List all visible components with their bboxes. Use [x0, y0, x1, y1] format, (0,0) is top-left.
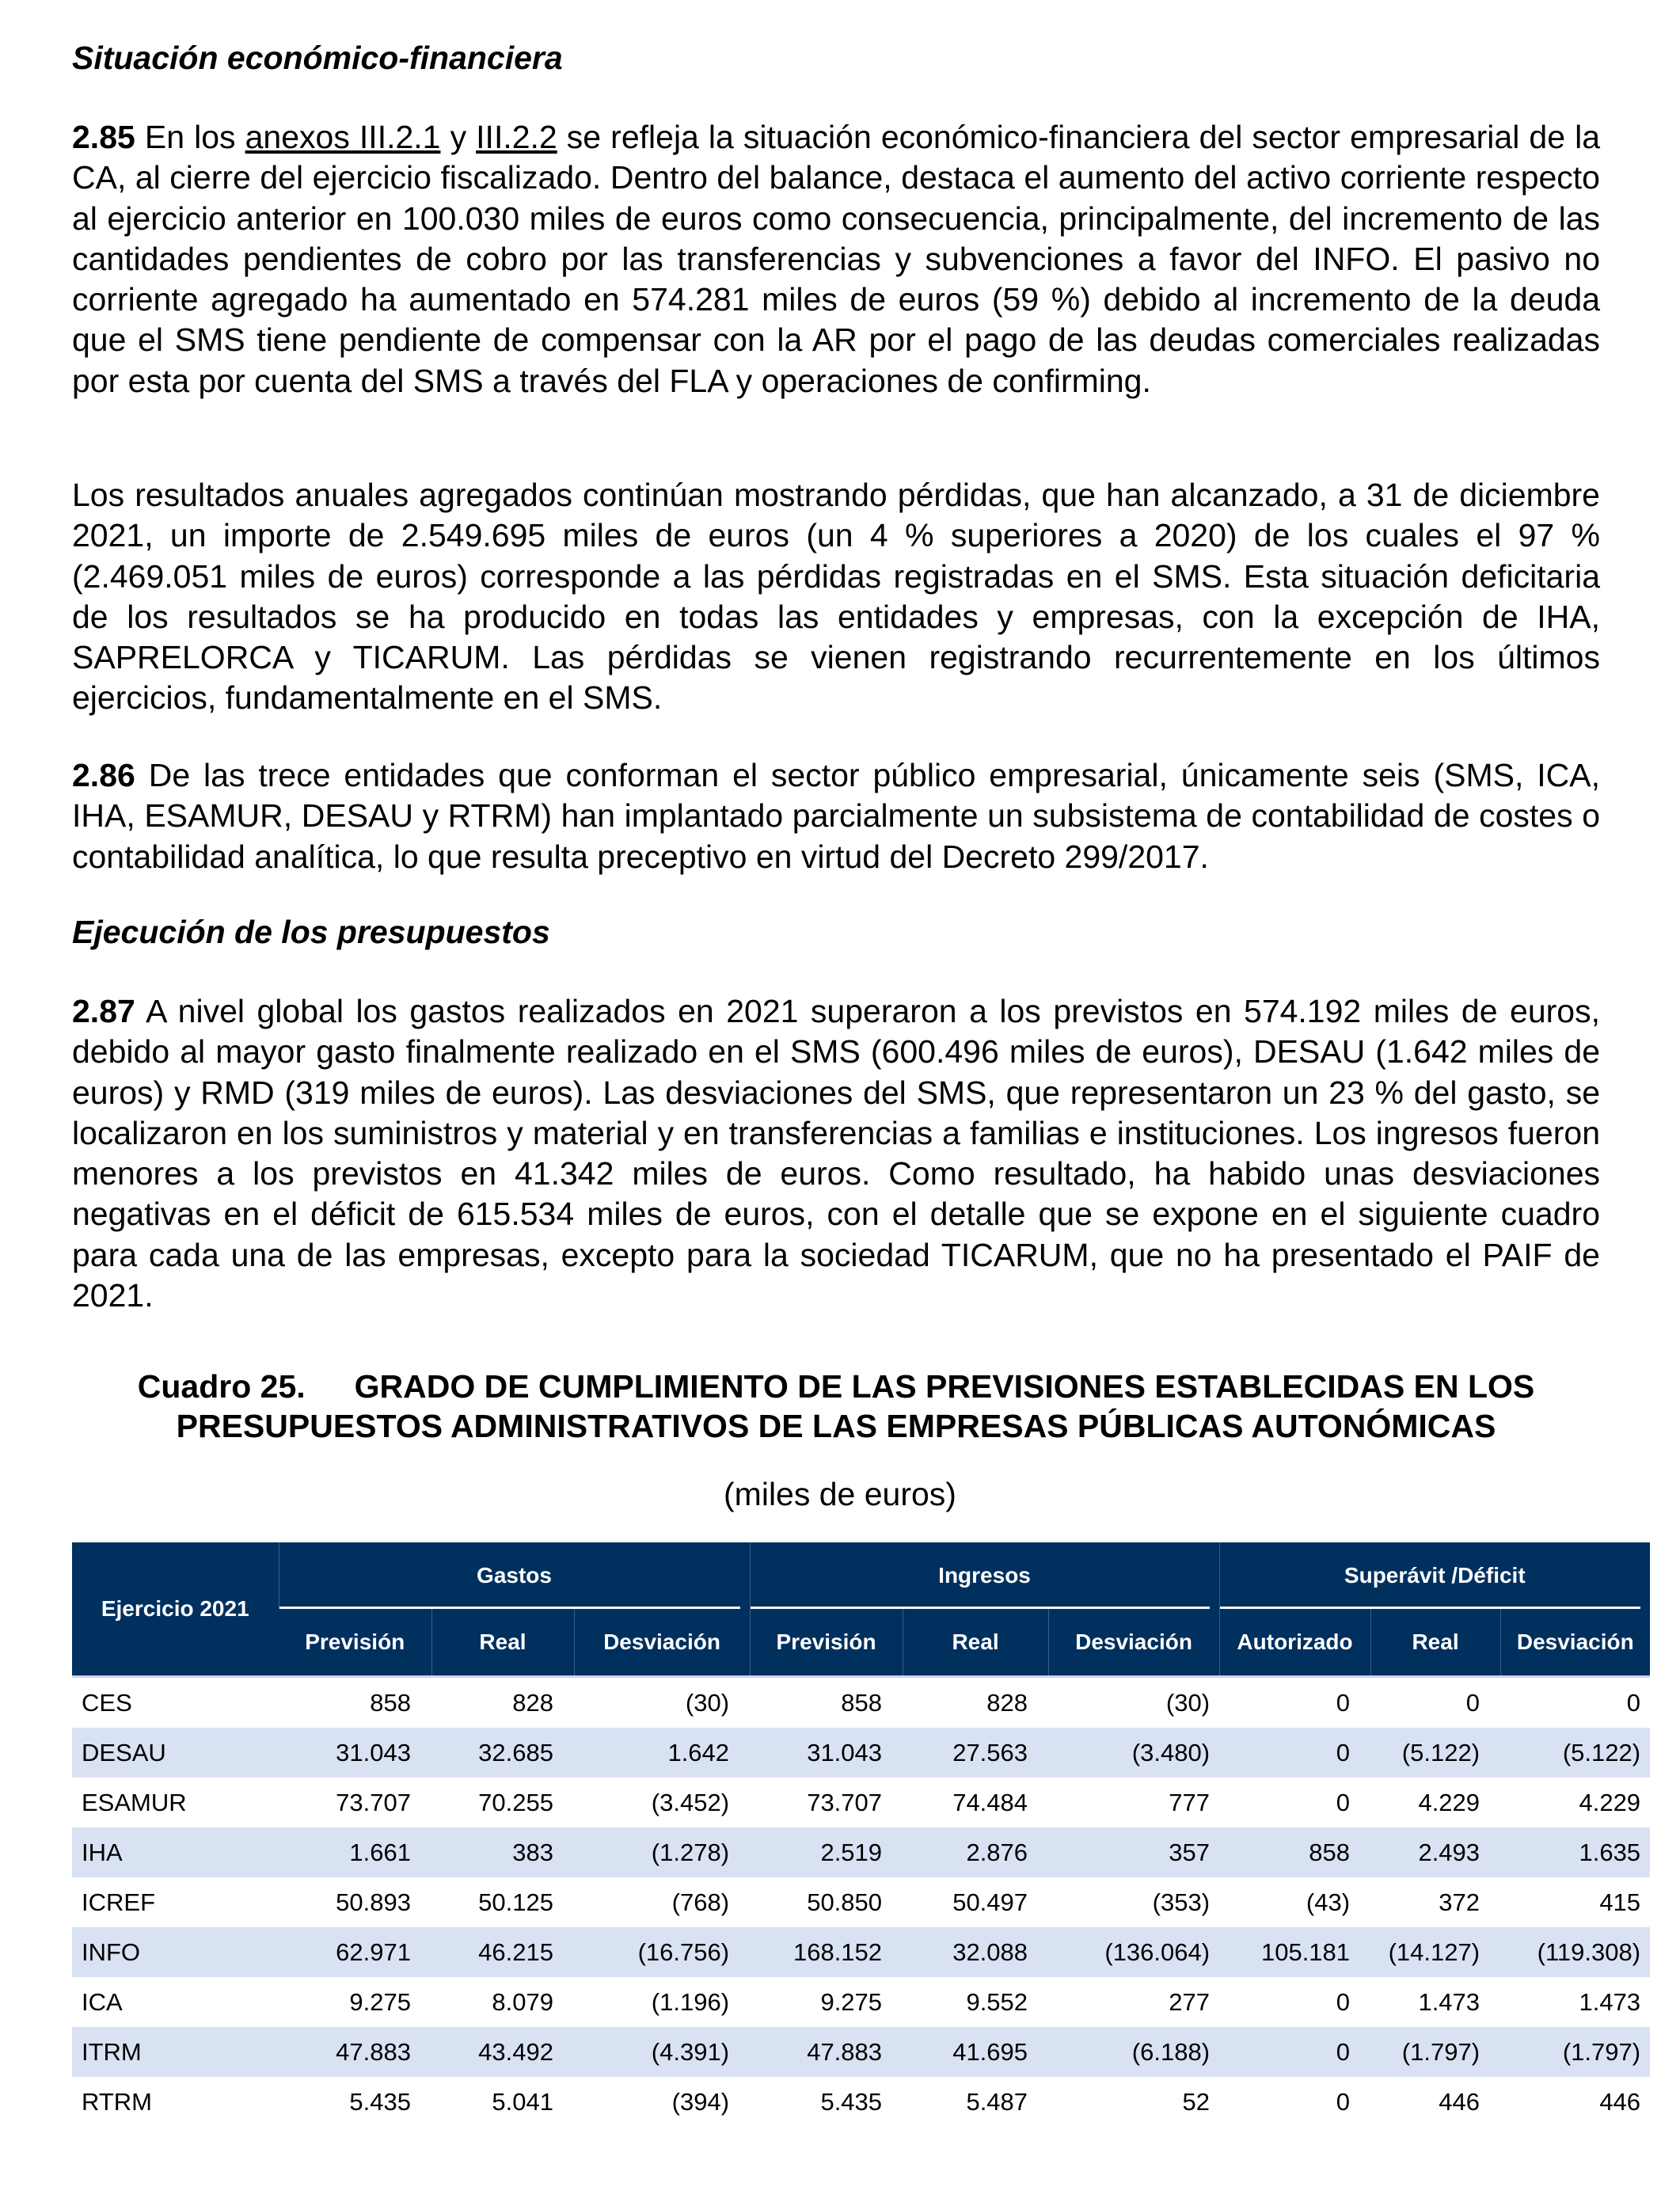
cell-ingresos-desviacion: 277: [1169, 1987, 1211, 2016]
table-row: [72, 1778, 1650, 1827]
entity-name: ICREF: [82, 1888, 155, 1916]
cell-ingresos-desviacion: (6.188): [1048, 2027, 1219, 2077]
cell-superavit-autorizado: 0: [1336, 1788, 1351, 1816]
table-row: [72, 2077, 1650, 2127]
cell-ingresos-real: 32.088: [903, 1927, 1048, 1977]
table-caption-title-line1: GRADO DE CUMPLIMIENTO DE LAS PREVISIONES ESTABLECIDAS EN LOS: [354, 1368, 1535, 1405]
table-units: (miles de euros): [724, 1476, 956, 1512]
cell-ingresos-prevision: 858: [750, 1677, 903, 1728]
header-group-gastos: Gastos: [279, 1542, 750, 1609]
cell-gastos-desviacion: (3.452): [651, 1788, 730, 1816]
cell-ingresos-desviacion: (3.480): [1048, 1728, 1219, 1778]
cell-gastos-prevision: 62.971: [279, 1927, 431, 1977]
cell-superavit-desviacion: 0: [1500, 1677, 1650, 1728]
paragraph-text: A nivel global los gastos realizados en 2021 superaron a los previstos en 574.192 miles de euros, debido al mayor gasto finalmente realizado en el SMS (600.496 miles de euros), DESAU (1.642 miles de euros) y RMD (319 miles de euros). Las desviaciones del SMS, que representaron un 23 % del gasto, se localizaron en los suministros y material y en transferencias a familias e instituciones. Los ingresos fueron menores a los previstos en 41.342 miles de euros. Como resultado, ha habido unas desviaciones negativas en el déficit de 615.534 miles de euros, con el detalle que se expone en el siguiente cuadro para cada una de las empresas, excepto para la sociedad TICARUM, que no ha presentado el PAIF de 2021.: [72, 993, 1600, 1314]
cell-ingresos-real: 828: [903, 1677, 1048, 1728]
cell-gastos-prevision: 5.435: [349, 2087, 411, 2116]
paragraph-number: 2.85: [72, 119, 135, 155]
cell-ingresos-real: 2.876: [903, 1827, 1048, 1877]
header-superavit-autorizado: Autorizado: [1219, 1609, 1370, 1677]
cell-superavit-desviacion: 4.229: [1579, 1788, 1641, 1816]
header-gastos-prevision: Previsión: [279, 1609, 431, 1677]
cell-superavit-desviacion: 415: [1599, 1888, 1641, 1916]
cell-ingresos-real: 27.563: [903, 1728, 1048, 1778]
cell-superavit-real: 372: [1439, 1888, 1480, 1916]
cell-ingresos-prevision: 5.435: [820, 2087, 883, 2116]
cell-gastos-desviacion: (16.756): [574, 1927, 750, 1977]
cell-ingresos-desviacion: 357: [1048, 1827, 1219, 1877]
table-row: [72, 1728, 1650, 1778]
cell-superavit-real: (1.797): [1370, 2027, 1500, 2077]
cell-gastos-real: 70.255: [478, 1788, 553, 1816]
entity-name: CES: [72, 1677, 279, 1728]
cell-superavit-desviacion: (119.308): [1500, 1927, 1650, 1977]
paragraph-text: De las trece entidades que conforman el sector público empresarial, únicamente seis (SMS, ICA, IHA, ESAMUR, DESAU y RTRM) han implantado parcialmente un subsistema de contabilidad de costes o contabilidad analítica, lo que resulta preceptivo en virtud del Decreto 299/2017.: [72, 757, 1600, 875]
cell-gastos-real: 5.041: [492, 2087, 553, 2116]
entity-name: INFO: [72, 1927, 279, 1977]
cell-superavit-autorizado: 105.181: [1219, 1927, 1370, 1977]
paragraph-number: 2.87: [72, 993, 135, 1029]
paragraph-2-86: [72, 755, 1600, 877]
header-gastos-desviacion: Desviación: [574, 1609, 750, 1677]
cell-superavit-desviacion: 446: [1599, 2087, 1641, 2116]
entity-name: ITRM: [72, 2027, 279, 2077]
entity-name: IHA: [72, 1827, 279, 1877]
cell-superavit-real: 4.229: [1418, 1788, 1480, 1816]
cell-ingresos-prevision: 50.850: [807, 1888, 883, 1916]
cell-gastos-real: 46.215: [431, 1927, 574, 1977]
cell-gastos-real: 43.492: [431, 2027, 574, 2077]
cell-gastos-desviacion: (768): [671, 1888, 730, 1916]
header-ejercicio: Ejercicio 2021: [72, 1542, 279, 1677]
table-row: [72, 1877, 1650, 1927]
cell-superavit-desviacion: 1.635: [1500, 1827, 1650, 1877]
cell-ingresos-prevision: 31.043: [750, 1728, 903, 1778]
cell-ingresos-prevision: 2.519: [750, 1827, 903, 1877]
annex-link-iii-2-1[interactable]: anexos III.2.1: [245, 119, 441, 155]
paragraph-2-85: [72, 117, 1600, 401]
header-ingresos-real: Real: [903, 1609, 1048, 1677]
cell-superavit-autorizado: 0: [1336, 1987, 1351, 2016]
paragraph-text: y: [440, 119, 477, 155]
cell-ingresos-real: 5.487: [966, 2087, 1028, 2116]
cell-superavit-autorizado: 0: [1219, 1677, 1370, 1728]
entity-name: DESAU: [72, 1728, 279, 1778]
cell-gastos-prevision: 50.893: [336, 1888, 411, 1916]
entity-name: RTRM: [82, 2087, 152, 2116]
cell-gastos-desviacion: (394): [671, 2087, 730, 2116]
cell-ingresos-real: 74.484: [952, 1788, 1028, 1816]
cell-superavit-autorizado: 0: [1336, 2087, 1351, 2116]
table-caption-title-line2: PRESUPUESTOS ADMINISTRATIVOS DE LAS EMPRESAS PÚBLICAS AUTONÓMICAS: [176, 1408, 1496, 1444]
table-caption-label: Cuadro 25.: [137, 1368, 306, 1405]
annex-link-iii-2-2[interactable]: III.2.2: [476, 119, 557, 155]
cell-superavit-real: 2.493: [1370, 1827, 1500, 1877]
paragraph-number: 2.86: [72, 757, 135, 793]
cell-ingresos-real: 50.497: [952, 1888, 1028, 1916]
cell-gastos-prevision: 31.043: [279, 1728, 431, 1778]
cell-superavit-real: 1.473: [1418, 1987, 1480, 2016]
cell-ingresos-real: 41.695: [903, 2027, 1048, 2077]
table-body: [72, 1677, 1650, 2128]
cell-ingresos-desviacion: (353): [1152, 1888, 1211, 1916]
header-group-ingresos: Ingresos: [750, 1542, 1219, 1609]
cell-gastos-prevision: 9.275: [349, 1987, 411, 2016]
cell-superavit-real: (5.122): [1370, 1728, 1500, 1778]
cell-superavit-real: 0: [1370, 1677, 1500, 1728]
table-row: [72, 1827, 1650, 1877]
header-superavit-desviacion: Desviación: [1500, 1609, 1650, 1677]
paragraph-text: se refleja la situación económico-financiera del sector empresarial de la CA, al cierre del ejercicio fiscalizado. Dentro del balance, destaca el aumento del activo corriente respecto al ejercicio anterior en 100.030 miles de euros como consecuencia, principalmente, del incremento de las cantidades pendientes de cobro por las transferencias y subvenciones a favor del INFO. El pasivo no corriente agregado ha aumentado en 574.281 miles de euros (59 %) debido al incremento de la deuda que el SMS tiene pendiente de compensar con la AR por el pago de las deudas comerciales realizadas por esta por cuenta del SMS a través del FLA y operaciones de confirming.: [72, 119, 1600, 399]
cell-gastos-desviacion: (1.196): [651, 1987, 730, 2016]
cell-gastos-prevision: 858: [279, 1677, 431, 1728]
table-row: [72, 2027, 1650, 2077]
cell-gastos-prevision: 1.661: [279, 1827, 431, 1877]
cell-ingresos-prevision: 73.707: [807, 1788, 883, 1816]
header-superavit-real: Real: [1370, 1609, 1500, 1677]
cell-gastos-desviacion: (30): [574, 1677, 750, 1728]
cell-superavit-autorizado: 858: [1219, 1827, 1370, 1877]
cell-gastos-desviacion: (1.278): [574, 1827, 750, 1877]
paragraph-text: En los: [135, 119, 245, 155]
header-ingresos-prevision: Previsión: [750, 1609, 903, 1677]
cell-ingresos-prevision: 47.883: [750, 2027, 903, 2077]
cell-ingresos-real: 9.552: [966, 1987, 1028, 2016]
cell-gastos-prevision: 47.883: [279, 2027, 431, 2077]
table-row: [72, 1977, 1650, 2027]
cell-gastos-real: 50.125: [478, 1888, 553, 1916]
cell-superavit-autorizado: (43): [1306, 1888, 1351, 1916]
budget-compliance-table: [72, 1542, 1650, 2127]
entity-name: ESAMUR: [82, 1788, 187, 1816]
cell-gastos-desviacion: (4.391): [574, 2027, 750, 2077]
cell-ingresos-desviacion: (136.064): [1048, 1927, 1219, 1977]
cell-gastos-real: 8.079: [492, 1987, 553, 2016]
paragraph-results: Los resultados anuales agregados continúan mostrando pérdidas, que han alcanzado, a 31 de diciembre 2021, un importe de 2.549.695 miles de euros (un 4 % superiores a 2020) de los cuales el 97 % (2.469.051 miles de euros) corresponde a las pérdidas registradas en el SMS. Esta situación deficitaria de los resultados se ha producido en todas las entidades y empresas, con la excepción de IHA, SAPRELORCA y TICARUM. Las pérdidas se vienen registrando recurrentemente en los últimos ejercicios, fundamentalmente en el SMS.: [72, 477, 1600, 717]
table-caption: [72, 1367, 1600, 1446]
cell-superavit-desviacion: (5.122): [1500, 1728, 1650, 1778]
cell-ingresos-desviacion: 52: [1182, 2087, 1211, 2116]
cell-gastos-prevision: 73.707: [336, 1788, 411, 1816]
cell-ingresos-prevision: 168.152: [750, 1927, 903, 1977]
cell-ingresos-desviacion: (30): [1048, 1677, 1219, 1728]
table-row: [72, 1927, 1650, 1977]
cell-ingresos-prevision: 9.275: [820, 1987, 883, 2016]
cell-gastos-real: 383: [431, 1827, 574, 1877]
cell-gastos-real: 828: [431, 1677, 574, 1728]
entity-name: ICA: [82, 1987, 123, 2016]
cell-gastos-desviacion: 1.642: [574, 1728, 750, 1778]
cell-ingresos-desviacion: 777: [1169, 1788, 1211, 1816]
cell-superavit-real: 446: [1439, 2087, 1480, 2116]
header-gastos-real: Real: [431, 1609, 574, 1677]
table-row: [72, 1677, 1650, 1728]
paragraph-2-87: [72, 991, 1600, 1316]
header-group-superavit-deficit: Superávit /Déficit: [1219, 1542, 1650, 1609]
cell-gastos-real: 32.685: [431, 1728, 574, 1778]
cell-superavit-desviacion: 1.473: [1579, 1987, 1641, 2016]
cell-superavit-real: (14.127): [1370, 1927, 1500, 1977]
cell-superavit-desviacion: (1.797): [1500, 2027, 1650, 2077]
section-heading-situacion: Situación económico-financiera: [72, 40, 563, 76]
cell-superavit-autorizado: 0: [1219, 2027, 1370, 2077]
section-heading-ejecucion: Ejecución de los presupuestos: [72, 914, 550, 950]
cell-superavit-autorizado: 0: [1219, 1728, 1370, 1778]
header-ingresos-desviacion: Desviación: [1048, 1609, 1219, 1677]
